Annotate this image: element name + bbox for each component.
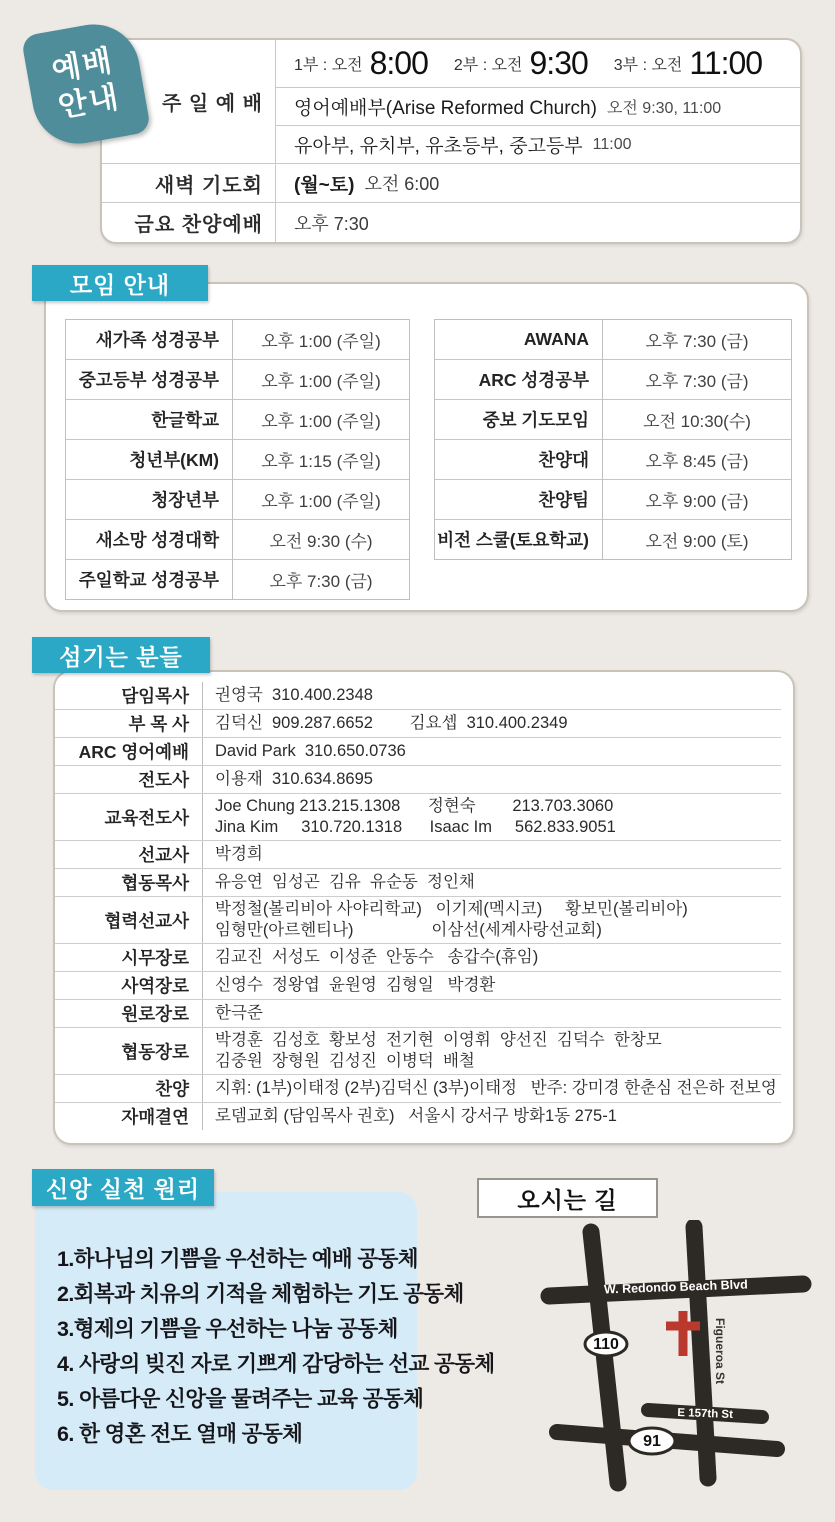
servant-role: 자매결연 (121, 1107, 189, 1127)
children-service-time: 11:00 (592, 135, 632, 153)
service-1-prefix: 1부 : 오전 (294, 57, 363, 74)
servant-role: ARC 영어예배 (78, 742, 189, 762)
sunday-worship-label: 주 일 예 배 (102, 40, 275, 164)
servant-names: David Park 310.650.0736 (215, 742, 406, 760)
service-2-prefix: 2부 : 오전 (453, 57, 523, 74)
servant-names: 신영수 정왕엽 윤원영 김형일 박경환 (215, 976, 496, 994)
dawn-prayer-label: 새벽 기도회 (102, 164, 275, 203)
friday-praise-row (275, 203, 800, 242)
meeting-row (435, 520, 791, 559)
meeting-row (435, 440, 791, 480)
principle-item: 4. 사랑의 빚진 자로 기쁘게 감당하는 선교 공동체 (57, 1352, 495, 1376)
meeting-time: 오후 7:30 (금) (269, 572, 373, 591)
servant-row (55, 794, 781, 841)
servant-names: 한극준 (215, 1004, 263, 1022)
meetings-section-header: 모임 안내 (32, 265, 208, 301)
servant-role: 시무장로 (121, 948, 189, 968)
meeting-time: 오전 9:00 (토) (645, 532, 749, 551)
servant-names: 임형만(아르헨티나) 이삼선(세계사랑선교회) (215, 921, 602, 939)
meeting-time: 오후 1:00 (주일) (261, 372, 381, 391)
dawn-prayer-row (275, 164, 800, 203)
servants-card (53, 670, 795, 1145)
servant-row (55, 1000, 781, 1028)
servant-row (55, 869, 781, 897)
meeting-time: 오후 1:00 (주일) (261, 412, 381, 431)
friday-praise-time: 오후 7:30 (294, 213, 369, 234)
sunday-service-times-row (275, 40, 800, 88)
redondo-beach-blvd-label: W. Redondo Beach Blvd (603, 1277, 748, 1297)
dawn-prayer-days: (월~토) (294, 174, 355, 196)
servant-row (55, 897, 781, 944)
servant-row (55, 841, 781, 869)
meeting-row (66, 440, 409, 480)
principle-item: 1.하나님의 기쁨을 우선하는 예배 공동체 (57, 1247, 418, 1271)
meetings-table-right (434, 319, 792, 560)
servant-row (55, 944, 781, 972)
english-service-row (275, 88, 800, 126)
servant-role: 선교사 (138, 845, 189, 865)
service-2 (454, 45, 588, 82)
english-service-time: 오전 9:30, 11:00 (606, 100, 722, 117)
children-service-name: 유아부, 유치부, 유초등부, 중고등부 (294, 136, 583, 157)
meeting-row (435, 360, 791, 400)
meeting-name: AWANA (435, 320, 603, 359)
servants-section-header: 섬기는 분들 (32, 637, 210, 673)
meeting-name: ARC 성경공부 (435, 360, 603, 399)
principle-item: 2.회복과 치유의 기적을 체험하는 기도 공동체 (57, 1282, 464, 1306)
servant-names: 김교진 서성도 이성준 안동수 송갑수(휴임) (215, 948, 539, 966)
servant-role: 전도사 (138, 770, 189, 790)
servant-names: 로뎀교회 (담임목사 권호) 서울시 강서구 방화1동 275-1 (215, 1107, 617, 1125)
servant-row (55, 972, 781, 1000)
meeting-row (66, 320, 409, 360)
meeting-name: 찬양팀 (435, 480, 603, 519)
worship-schedule-table (100, 38, 802, 244)
english-service-name: 영어예배부(Arise Reformed Church) (294, 98, 597, 119)
children-service-row (275, 126, 800, 164)
meeting-time: 오후 7:30 (금) (645, 372, 749, 391)
principles-box (35, 1192, 495, 1490)
servant-role: 교육전도사 (104, 807, 189, 828)
servant-role: 사역장로 (121, 976, 189, 996)
service-2-time: 9:30 (529, 45, 588, 81)
service-3-prefix: 3부 : 오전 (613, 57, 683, 74)
meetings-table-left (65, 319, 410, 600)
meeting-row (66, 360, 409, 400)
badge-line1: 예배 (49, 44, 117, 88)
meeting-time: 오전 10:30(수) (643, 412, 751, 431)
meeting-name: 청장년부 (66, 480, 233, 519)
meeting-name: 중고등부 성경공부 (66, 360, 233, 399)
servant-names: 박정철(볼리비아 사야리학교) 이기제(멕시코) 황보민(볼리비아) (215, 900, 688, 918)
principle-item: 5. 아름다운 신앙을 물려주는 교육 공동체 (57, 1387, 424, 1411)
meeting-row (435, 480, 791, 520)
freeway-91-shield (629, 1428, 675, 1454)
dawn-prayer-time: 오전 6:00 (364, 174, 440, 194)
service-1 (294, 45, 428, 82)
servant-names: 김중원 장형원 김성진 이병덕 배철 (215, 1052, 475, 1070)
meeting-name: 새소망 성경대학 (66, 520, 233, 559)
servant-names: 권영국 310.400.2348 (215, 686, 373, 704)
servant-row (55, 1075, 781, 1103)
servant-names: Joe Chung 213.215.1308 정현숙 213.703.3060 (215, 797, 614, 815)
svg-text:110: 110 (593, 1336, 619, 1353)
servant-role: 원로장로 (121, 1004, 189, 1024)
servant-names: 박경희 (215, 845, 263, 863)
servant-names: 이용재 310.634.8695 (215, 770, 373, 788)
meeting-row (66, 560, 409, 599)
meeting-name: 주일학교 성경공부 (66, 560, 233, 599)
servant-role: 담임목사 (121, 686, 189, 706)
principle-item: 6. 한 영혼 전도 열매 공동체 (57, 1422, 303, 1446)
servant-names: 지휘: (1부)이태정 (2부)김덕신 (3부)이태정 반주: 강미경 한춘심 전은하 전보영 (215, 1079, 777, 1097)
servant-names: 김덕신 909.287.6652 김요셉 310.400.2349 (215, 714, 568, 732)
meeting-row (66, 480, 409, 520)
directions-title: 오시는 길 (477, 1178, 658, 1218)
meeting-name: 중보 기도모임 (435, 400, 603, 439)
principles-section-header: 신앙 실천 원리 (32, 1169, 214, 1206)
servant-row (55, 682, 781, 710)
service-3 (614, 45, 762, 82)
servant-names: Jina Kim 310.720.1318 Isaac Im 562.833.9051 (215, 818, 616, 836)
meeting-name: 비전 스쿨(토요학교) (435, 520, 603, 559)
meeting-time: 오후 1:15 (주일) (261, 452, 381, 471)
meeting-name: 청년부(KM) (66, 440, 233, 479)
meeting-row (435, 320, 791, 360)
service-3-time: 11:00 (689, 45, 763, 81)
servant-names: 유응연 임성곤 김유 유순동 정인채 (215, 873, 475, 891)
meeting-time: 오후 1:00 (주일) (261, 332, 381, 351)
meeting-time: 오후 9:00 (금) (645, 492, 749, 511)
principle-item: 3.형제의 기쁨을 우선하는 나눔 공동체 (57, 1317, 398, 1341)
servant-role: 부 목 사 (128, 714, 189, 734)
servant-role: 협동장로 (121, 1041, 189, 1062)
badge-line2: 안내 (55, 80, 123, 124)
meeting-time: 오후 1:00 (주일) (261, 492, 381, 511)
servant-role: 협동목사 (121, 873, 189, 893)
meeting-row (435, 400, 791, 440)
servant-row (55, 1028, 781, 1075)
servant-row (55, 710, 781, 738)
meeting-name: 한글학교 (66, 400, 233, 439)
meeting-row (66, 520, 409, 560)
servant-row (55, 1103, 781, 1130)
meetings-card (44, 282, 809, 612)
figueroa-st-label: Figueroa St (713, 1318, 727, 1385)
friday-praise-label: 금요 찬양예배 (134, 214, 263, 236)
e-157th-st-label: E 157th St (677, 1407, 734, 1421)
service-1-time: 8:00 (369, 45, 428, 81)
servant-role: 찬양 (155, 1079, 189, 1099)
freeway-110-shield (585, 1332, 627, 1356)
directions-map (500, 1220, 830, 1520)
meeting-name: 찬양대 (435, 440, 603, 479)
meeting-name: 새가족 성경공부 (66, 320, 233, 359)
servant-row (55, 738, 781, 766)
meeting-row (66, 400, 409, 440)
servant-role: 협력선교사 (104, 910, 189, 931)
servant-names: 박경훈 김성호 황보성 전기현 이영휘 양선진 김덕수 한창모 (215, 1031, 662, 1049)
svg-text:91: 91 (643, 1433, 661, 1450)
meeting-time: 오후 7:30 (금) (645, 332, 749, 351)
meeting-time: 오전 9:30 (수) (269, 532, 373, 551)
freeway-110-road (591, 1232, 618, 1483)
servant-row (55, 766, 781, 794)
meeting-time: 오후 8:45 (금) (645, 452, 749, 471)
